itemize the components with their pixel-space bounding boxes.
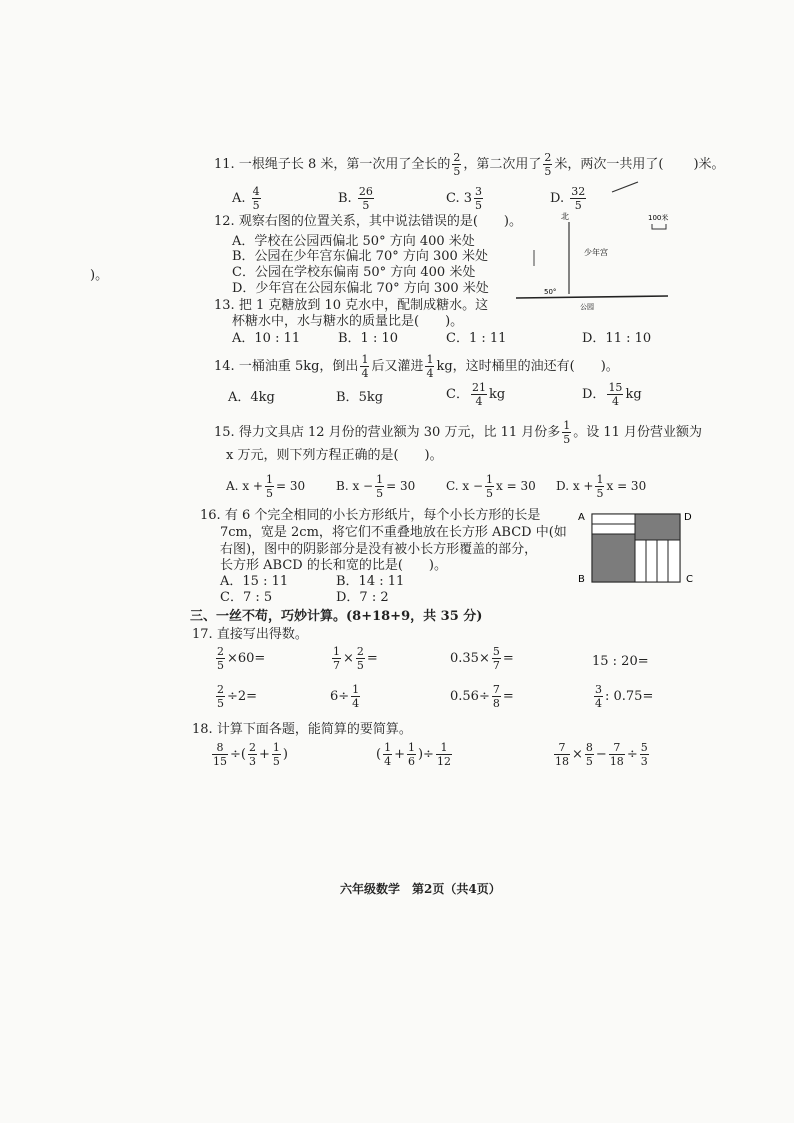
section-3-title: 三、一丝不苟，巧妙计算。(8+18+9，共 35 分) (190, 609, 483, 624)
q12-option-b[interactable]: B．公园在少年宫东偏北 70° 方向 300 米处 (232, 249, 488, 264)
question-17 (192, 627, 308, 643)
map-scale-bar (652, 224, 666, 229)
map-scale-label: 100米 (648, 214, 669, 222)
small-rect-6 (668, 540, 680, 582)
small-rect-5 (657, 540, 668, 582)
q14-fraction-2: $\frac{1}{4}$ (426, 353, 434, 380)
q11-fraction-1: $\frac{2}{5}$ (453, 151, 461, 178)
q16-option-b[interactable]: B．14 : 11 (336, 574, 405, 589)
q17-item-4: 15 : 20= (592, 654, 649, 669)
q14-option-c[interactable]: C． $\frac{21}{4}$ kg (446, 381, 506, 408)
q18-number: 18. (192, 722, 213, 737)
q12-number: 12. (214, 214, 235, 229)
question-12 (214, 214, 522, 230)
q17-item-2: $\frac{1}{7}$ × $\frac{2}{5}$ = (333, 645, 378, 672)
vertex-d-label: D (684, 512, 692, 523)
q13-option-d[interactable]: D．11 : 10 (582, 331, 652, 346)
q14-option-d[interactable]: D． $\frac{15}{4}$ kg (582, 381, 642, 408)
q13-option-b[interactable]: B．1 : 10 (338, 331, 399, 346)
q11-option-b[interactable]: B. $\frac{26}{5}$ (338, 185, 373, 212)
q16-option-c[interactable]: C．7 : 5 (220, 590, 273, 605)
q17-item-7: 0.56÷ $\frac{7}{8}$ = (450, 683, 514, 710)
q11-text-b: ，第二次用了 (463, 157, 542, 172)
q18-expression-2: ( $\frac{1}{4}$ + $\frac{1}{6}$ )÷ $\frac{1}{12}$ (376, 741, 451, 768)
map-palace-label: 少年宫 (584, 248, 608, 257)
q18-expression-3: $\frac{7}{18}$ × $\frac{8}{5}$ − $\frac{7}{18}$ ÷ $\frac{5}{3}$ (555, 741, 648, 768)
q16-rectangle-diagram (574, 508, 704, 588)
question-11 (214, 152, 725, 177)
q17-number: 17. (192, 627, 213, 642)
vertex-c-label: C (686, 574, 693, 585)
stray-left-mark: )。 (90, 268, 109, 283)
q15-fraction: $\frac{1}{5}$ (563, 419, 571, 446)
q15-option-d[interactable]: D. x + $\frac{1}{5}$ x = 30 (556, 473, 647, 500)
page-footer: 六年级数学 第2页（共4页） (340, 882, 501, 896)
q17-text: 直接写出得数。 (216, 627, 308, 642)
q11-number: 11. (214, 157, 235, 172)
vertex-a-label: A (578, 512, 585, 523)
small-rect-1 (592, 514, 635, 524)
q11-option-c[interactable]: C. 3 $\frac{3}{5}$ (446, 185, 483, 212)
q16-line-4: 长方形 ABCD 的长和宽的比是( )。 (220, 558, 447, 573)
q13-option-c[interactable]: C．1 : 11 (446, 331, 507, 346)
question-18 (192, 722, 412, 738)
q12-option-d[interactable]: D．少年宫在公园东偏北 70° 方向 300 米处 (232, 281, 489, 296)
q15-text-b: 。设 11 月份营业额为 (573, 425, 703, 440)
q18-expression-1: $\frac{8}{15}$ ÷( $\frac{2}{3}$ + $\frac{1}{5}$ ) (213, 741, 288, 768)
map-angle-label: 50° (544, 288, 557, 296)
q16-number: 16. (200, 508, 221, 523)
q16-line-3: 右图)，图中的阴影部分是没有被小长方形覆盖的部分， (220, 542, 538, 557)
q13-option-a[interactable]: A．10 : 11 (232, 331, 301, 346)
small-rect-4 (646, 540, 657, 582)
q11-text-d: )米。 (693, 157, 725, 172)
q12-position-map (490, 210, 680, 315)
q14-text-a: 一桶油重 5kg，倒出 (238, 359, 359, 374)
map-baseline (516, 296, 668, 298)
question-16 (200, 508, 540, 524)
q15-option-c[interactable]: C. x − $\frac{1}{5}$ x = 30 (446, 473, 536, 500)
shaded-region-top-right (635, 514, 680, 540)
q12-option-a[interactable]: A．学校在公园西偏北 50° 方向 400 米处 (232, 234, 475, 249)
q18-text: 计算下面各题，能简算的要简算。 (216, 722, 412, 737)
shaded-region-left (592, 534, 635, 582)
q13-line-1: 把 1 克糖放到 10 克水中，配制成糖水。这 (238, 298, 489, 313)
small-rect-2 (592, 524, 635, 534)
q15-number: 15. (214, 425, 235, 440)
vertex-b-label: B (578, 574, 585, 585)
q14-text-b: 后又灌进 (371, 359, 424, 374)
question-13 (214, 298, 488, 314)
q15-option-a[interactable]: A. x + $\frac{1}{5}$ = 30 (226, 473, 306, 500)
q15-line-2: x 万元，则下列方程正确的是( )。 (226, 448, 443, 463)
q13-line-2: 杯糖水中，水与糖水的质量比是( )。 (232, 314, 464, 329)
map-north-label: 北 (561, 212, 569, 221)
q17-item-3: 0.35× $\frac{5}{7}$ = (450, 645, 514, 672)
q11-option-a[interactable]: A. $\frac{4}{5}$ (232, 185, 260, 212)
q11-option-d[interactable]: D. $\frac{32}{5}$ (550, 185, 586, 212)
q15-text-a: 得力文具店 12 月份的营业额为 30 万元，比 11 月份多 (238, 425, 561, 440)
pen-stroke-mark (610, 180, 640, 194)
q15-option-b[interactable]: B. x − $\frac{1}{5}$ = 30 (336, 473, 416, 500)
q12-text: 观察右图的位置关系，其中说法错误的是( )。 (238, 214, 522, 229)
question-15 (214, 420, 702, 445)
q11-text-a: 一根绳子长 8 米，第一次用了全长的 (238, 157, 451, 172)
map-park-label: 公园 (580, 303, 594, 311)
small-rect-3 (635, 540, 646, 582)
q14-fraction-1: $\frac{1}{4}$ (361, 353, 369, 380)
question-14 (214, 354, 619, 379)
q14-text-c: kg，这时桶里的油还有( )。 (436, 359, 619, 374)
q12-option-c[interactable]: C．公园在学校东偏南 50° 方向 400 米处 (232, 265, 476, 280)
q16-option-a[interactable]: A．15 : 11 (220, 574, 289, 589)
q11-text-c: 米，两次一共用了( (554, 157, 664, 172)
q17-item-8: $\frac{3}{4}$ : 0.75= (595, 683, 654, 710)
q16-line-2: 7cm，宽是 2cm，将它们不重叠地放在长方形 ABCD 中(如 (220, 525, 567, 540)
q14-number: 14. (214, 359, 235, 374)
q17-item-1: $\frac{2}{5}$ ×60= (217, 645, 266, 672)
q14-option-a[interactable]: A．4kg (228, 390, 275, 405)
q17-item-6: 6÷ $\frac{1}{4}$ (330, 683, 360, 710)
q11-fraction-2: $\frac{2}{5}$ (544, 151, 552, 178)
q17-item-5: $\frac{2}{5}$ ÷2= (217, 683, 258, 710)
q16-line-1: 有 6 个完全相同的小长方形纸片，每个小长方形的长是 (224, 508, 541, 523)
q13-number: 13. (214, 298, 235, 313)
q14-option-b[interactable]: B．5kg (336, 390, 384, 405)
q16-option-d[interactable]: D．7 : 2 (336, 590, 389, 605)
